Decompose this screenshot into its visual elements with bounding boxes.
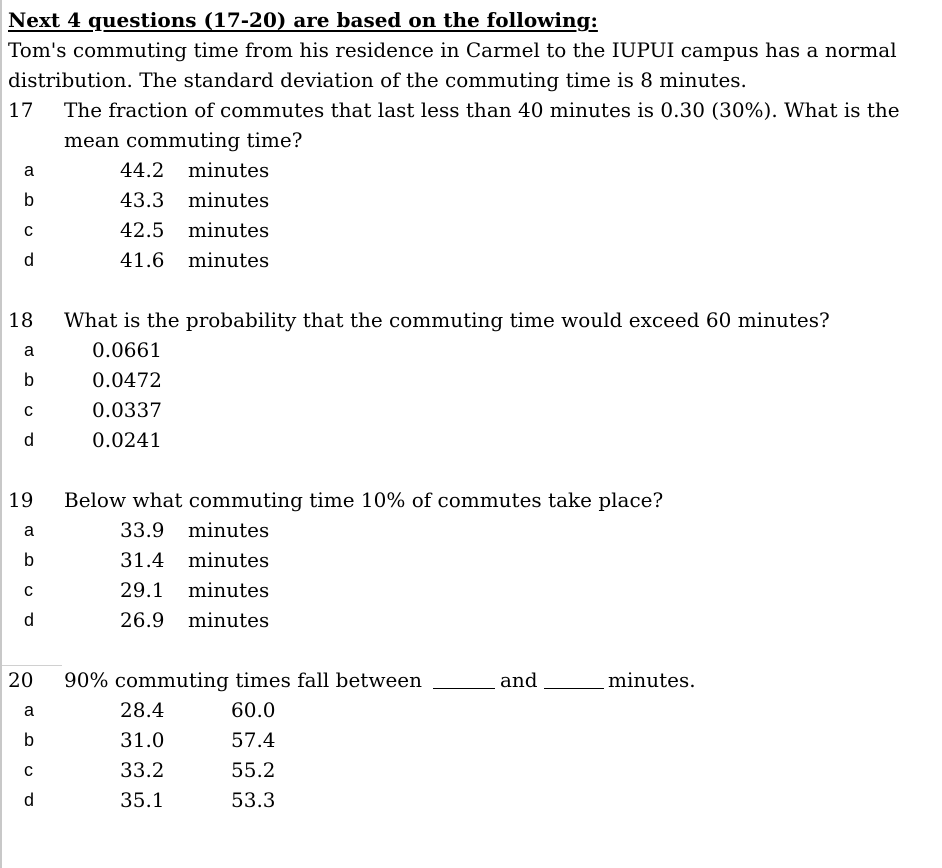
option-value: 26.9: [120, 608, 165, 632]
option-high-value: 57.4: [231, 728, 276, 752]
question-number-20: 20: [8, 668, 34, 692]
option-value: 31.4: [120, 548, 165, 572]
option-high-value: 55.2: [231, 758, 276, 782]
question-number-18: 18: [8, 308, 34, 332]
option-letter: c: [24, 400, 33, 420]
option-high-value: 60.0: [231, 698, 276, 722]
option-letter: a: [24, 700, 35, 720]
option-unit: minutes: [188, 188, 270, 212]
option-letter: c: [24, 580, 33, 600]
option-letter: c: [24, 760, 33, 780]
option-letter: d: [24, 790, 35, 810]
option-low-value: 31.0: [120, 728, 165, 752]
option-high-value: 53.3: [231, 788, 276, 812]
option-letter: a: [24, 340, 35, 360]
option-value: 42.5: [120, 218, 165, 242]
option-value: 29.1: [120, 578, 165, 602]
option-value: 0.0337: [92, 398, 162, 422]
option-letter: b: [24, 190, 35, 210]
option-letter: b: [24, 550, 35, 570]
option-unit: minutes: [188, 548, 270, 572]
option-value: 0.0241: [92, 428, 162, 452]
option-letter: a: [24, 160, 35, 180]
question-20-text-part-3: minutes.: [608, 668, 696, 692]
option-value: 43.3: [120, 188, 165, 212]
option-letter: a: [24, 520, 35, 540]
question-17-text-line-2: mean commuting time?: [64, 128, 303, 152]
option-letter: b: [24, 730, 35, 750]
question-number-17: 17: [8, 98, 34, 122]
option-value: 33.9: [120, 518, 165, 542]
option-unit: minutes: [188, 218, 270, 242]
intro-line-2: distribution. The standard deviation of the commuting time is 8 minutes.: [8, 68, 747, 92]
option-letter: c: [24, 220, 33, 240]
option-letter: b: [24, 370, 35, 390]
question-18-text: What is the probability that the commuting time would exceed 60 minutes?: [64, 308, 830, 332]
option-unit: minutes: [188, 518, 270, 542]
option-letter: d: [24, 250, 35, 270]
question-number-19: 19: [8, 488, 34, 512]
answer-blank-2: [544, 688, 604, 689]
section-heading: Next 4 questions (17-20) are based on the following:: [8, 8, 598, 32]
option-value: 41.6: [120, 248, 165, 272]
option-low-value: 35.1: [120, 788, 165, 812]
question-20-text-part-1: 90% commuting times fall between: [64, 668, 423, 692]
question-17-text-line-1: The fraction of commutes that last less than 40 minutes is 0.30 (30%). What is the: [64, 98, 900, 122]
option-unit: minutes: [188, 608, 270, 632]
intro-line-1: Tom's commuting time from his residence in Carmel to the IUPUI campus has a normal: [8, 38, 897, 62]
option-value: 0.0661: [92, 338, 162, 362]
option-low-value: 28.4: [120, 698, 165, 722]
option-unit: minutes: [188, 578, 270, 602]
option-value: 44.2: [120, 158, 165, 182]
answer-blank-1: [433, 688, 495, 689]
option-unit: minutes: [188, 248, 270, 272]
option-letter: d: [24, 610, 35, 630]
option-letter: d: [24, 430, 35, 450]
question-19-text: Below what commuting time 10% of commutes take place?: [64, 488, 664, 512]
question-20-text-part-2: and: [500, 668, 538, 692]
option-unit: minutes: [188, 158, 270, 182]
option-value: 0.0472: [92, 368, 162, 392]
option-low-value: 33.2: [120, 758, 165, 782]
